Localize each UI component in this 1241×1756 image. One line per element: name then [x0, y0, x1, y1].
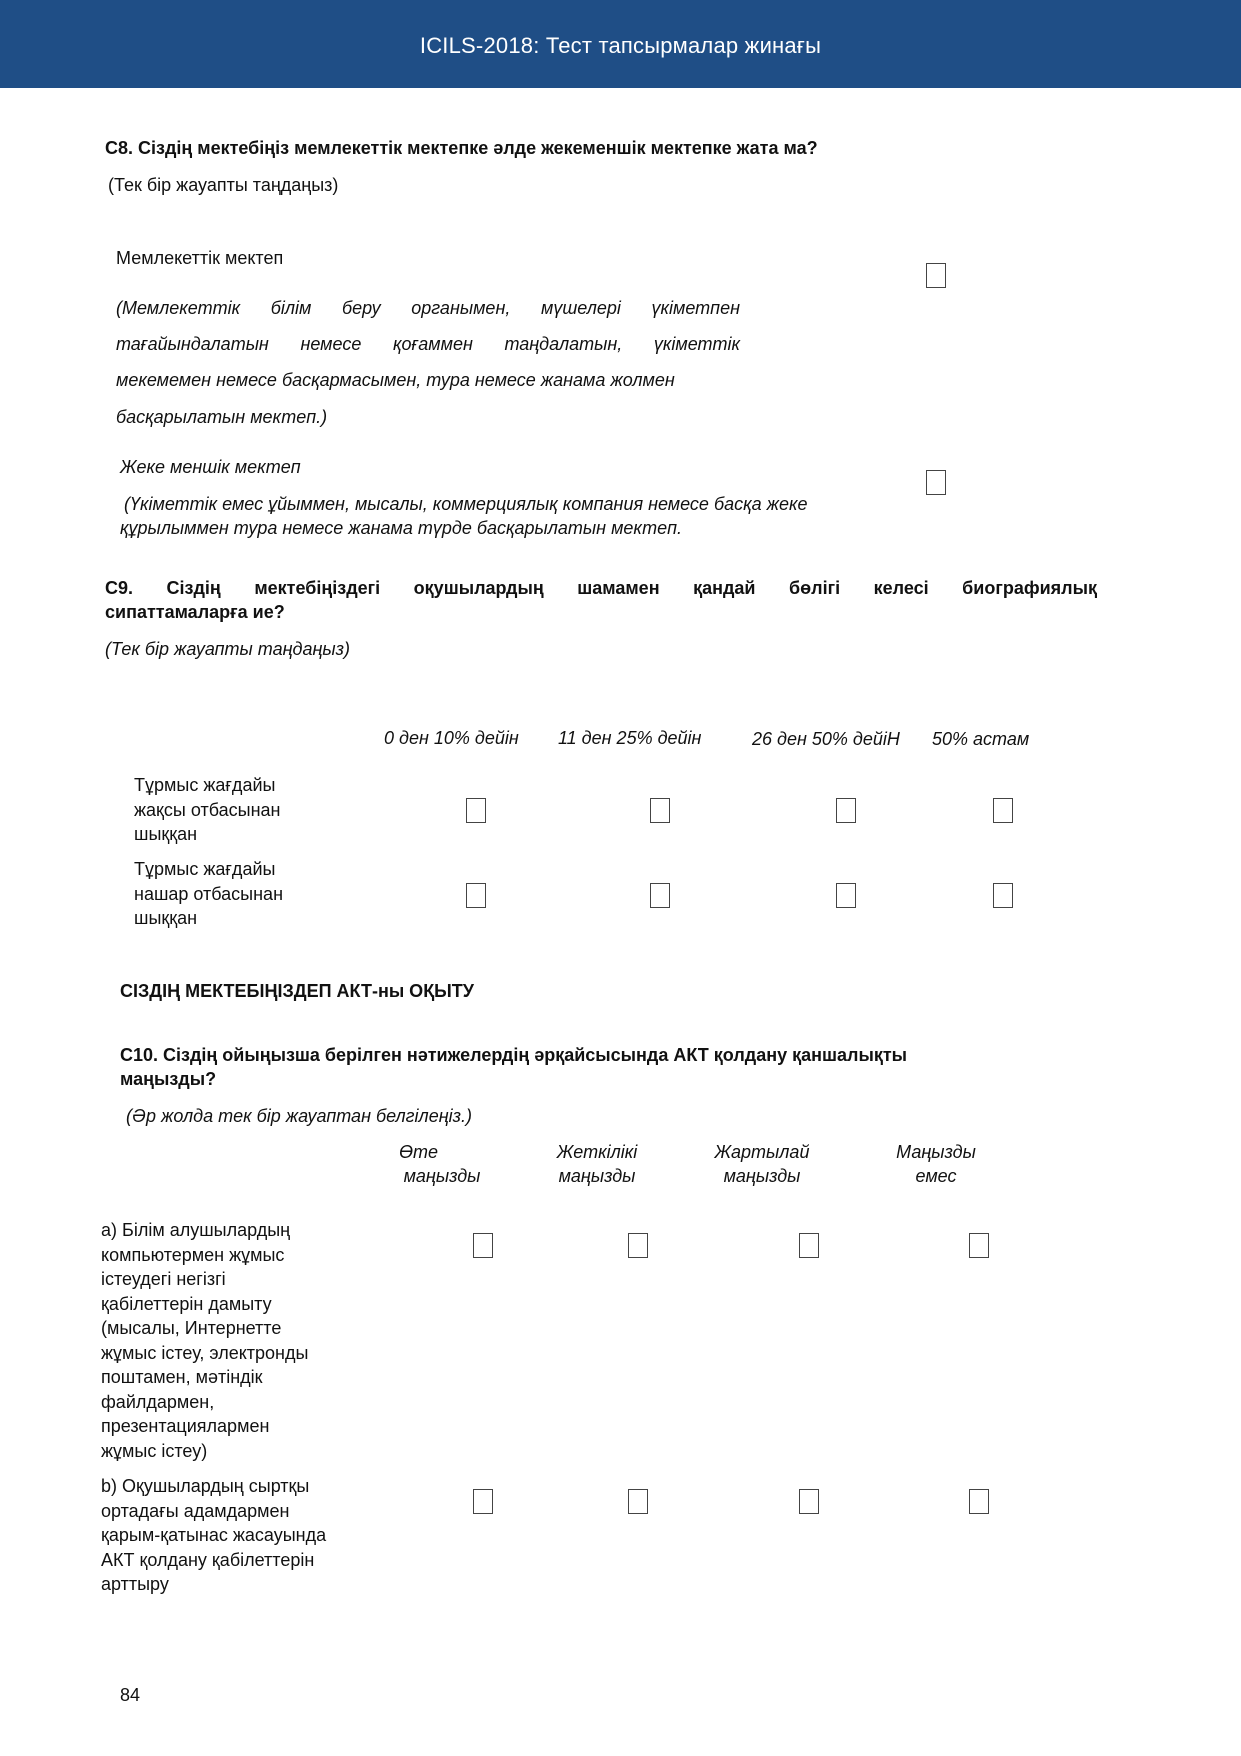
c10-b-very-important-checkbox[interactable] — [473, 1489, 493, 1514]
header-title: ICILS-2018: Тест тапсырмалар жинағы — [419, 33, 822, 58]
c8-option-state-title: Мемлекеттік мектеп — [116, 248, 284, 268]
c10-question-line2: маңызды? — [120, 1069, 217, 1089]
c10-a-sufficient-checkbox[interactable] — [628, 1233, 648, 1258]
c10-col-not-important: Маңызды емес — [896, 1142, 976, 1186]
c10-a-not-important-checkbox[interactable] — [969, 1233, 989, 1258]
c9-poor-11-25-checkbox[interactable] — [650, 883, 670, 908]
c8-option-state-desc-line2: тағайындалатын немесе қоғаммен таңдалатын, үкіметтік — [116, 334, 740, 354]
c9-poor-26-50-checkbox[interactable] — [836, 883, 856, 908]
c9-poor-0-10-checkbox[interactable] — [466, 883, 486, 908]
section-title: СІЗДІҢ МЕКТЕБІҢІЗДЕП АКТ-ны ОҚЫТУ — [120, 981, 474, 1001]
c8-option-private-desc-line2: құрылыммен тура немесе жанама түрде басқарылатын мектеп. — [120, 518, 683, 538]
c8-option-state-desc-line4: басқарылатын мектеп.) — [116, 407, 328, 427]
c9-wealthy-26-50-checkbox[interactable] — [836, 798, 856, 823]
c9-col-11-25: 11 ден 25% дейін — [558, 728, 702, 748]
c9-question-line2: сипаттамаларға ие? — [105, 602, 285, 622]
c10-a-very-important-checkbox[interactable] — [473, 1233, 493, 1258]
c8-instruction: (Тек бір жауапты таңдаңыз) — [108, 175, 339, 195]
c8-private-school-checkbox[interactable] — [926, 470, 946, 495]
c10-question-line1: C10. Сіздің ойыңызша берілген нәтижелердің әрқайсысында АКТ қолдану қаншалықты — [120, 1045, 908, 1065]
c8-option-state-desc-line1: (Мемлекеттік білім беру органымен, мүшелері үкіметпен — [116, 298, 740, 318]
c8-option-private-title: Жеке меншік мектеп — [120, 457, 301, 477]
page-header — [0, 0, 1241, 88]
c10-instruction: (Әр жолда тек бір жауаптан белгілеңіз.) — [126, 1106, 472, 1126]
c10-row-b-label: b) Оқушылардың сыртқы ортадағы адамдармен қарым-қатынас жасауында АКТ қолдану қабілеттерін арттыру — [101, 1476, 327, 1594]
c8-option-private-desc-line1: (Үкіметтік емес ұйыммен, мысалы, коммерциялық компания немесе басқа жеке — [124, 494, 808, 514]
page-number: 84 — [120, 1685, 141, 1705]
c8-state-school-checkbox[interactable] — [926, 263, 946, 288]
c9-poor-over-50-checkbox[interactable] — [993, 883, 1013, 908]
c10-b-not-important-checkbox[interactable] — [969, 1489, 989, 1514]
c9-wealthy-over-50-checkbox[interactable] — [993, 798, 1013, 823]
c10-col-sufficient: Жеткілікі маңызды — [556, 1142, 638, 1186]
c9-wealthy-11-25-checkbox[interactable] — [650, 798, 670, 823]
c10-a-partial-checkbox[interactable] — [799, 1233, 819, 1258]
c10-b-partial-checkbox[interactable] — [799, 1489, 819, 1514]
c9-instruction: (Тек бір жауапты таңдаңыз) — [105, 639, 350, 659]
c10-col-very-important: Өте маңызды — [399, 1142, 481, 1186]
c9-col-over-50: 50% астам — [932, 729, 1030, 749]
c10-b-sufficient-checkbox[interactable] — [628, 1489, 648, 1514]
c9-col-0-10: 0 ден 10% дейін — [384, 728, 519, 748]
c9-col-26-50: 26 ден 50% дейіН — [752, 729, 900, 749]
c9-wealthy-0-10-checkbox[interactable] — [466, 798, 486, 823]
c9-row-wealthy-label: Тұрмыс жағдайы жақсы отбасынан шыққан — [134, 775, 281, 844]
c10-row-a-label: а) Білім алушылардың компьютермен жұмыс істеудегі негізгі қабілеттерін дамыту (мысалы, Интернетте жұмыс істеу, электронды поштамен, мәтіндік файлдармен, презентациялармен жұмыс істеу) — [101, 1220, 309, 1461]
c9-question-line1: C9. Сіздің мектебіңіздегі оқушылардың шамамен қандай бөлігі келесі биографиялық — [105, 578, 1097, 598]
c10-col-partial: Жартылай маңызды — [714, 1142, 810, 1186]
c8-option-state-desc-line3: мекемемен немесе басқармасымен, тура немесе жанама жолмен — [116, 370, 675, 390]
c8-question: C8. Сіздің мектебіңіз мемлекеттік мектепке әлде жекеменшік мектепке жата ма? — [105, 138, 818, 158]
c9-row-poor-label: Тұрмыс жағдайы нашар отбасынан шыққан — [134, 859, 284, 928]
